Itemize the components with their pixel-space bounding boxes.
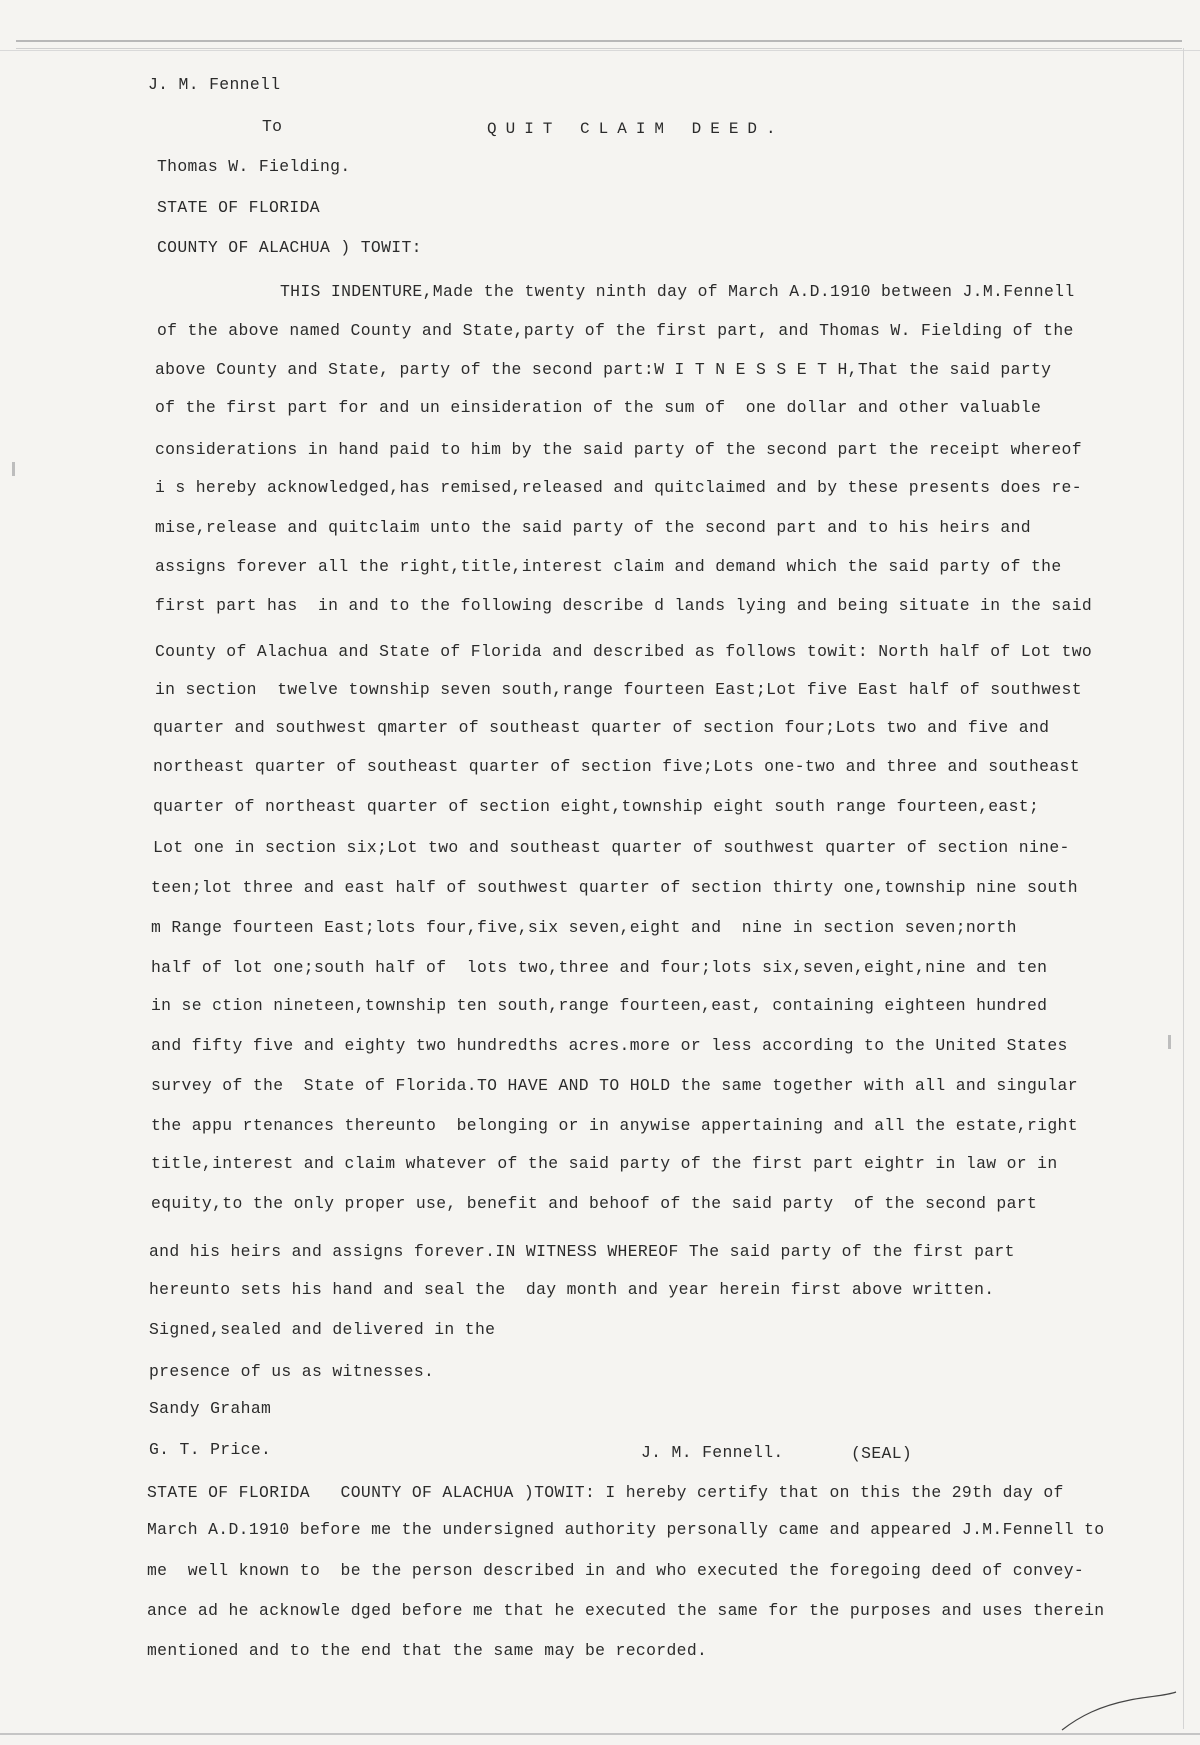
to-label: To [262, 117, 283, 136]
deed-title: QUIT CLAIM DEED. [487, 120, 785, 138]
attestation-line-1: Signed,sealed and delivered in the [149, 1320, 496, 1339]
acknowledgment-line: me well known to be the person described in and who executed the foregoing deed of convey- [147, 1561, 1085, 1580]
acknowledgment-line: March A.D.1910 before me the undersigned authority personally came and appeared J.M.Fennell to [147, 1520, 1105, 1539]
witness-1-name: Sandy Graham [149, 1399, 272, 1418]
attestation-line-2: presence of us as witnesses. [149, 1362, 435, 1381]
margin-mark [12, 462, 15, 476]
signer-name: J. M. Fennell. [641, 1443, 784, 1462]
body-line: first part has in and to the following describe d lands lying and being situate in the said [155, 596, 1093, 615]
body-line: Lot one in section six;Lot two and southeast quarter of southwest quarter of section nine- [153, 838, 1070, 857]
margin-mark [1168, 1035, 1171, 1049]
seal-label: (SEAL) [851, 1444, 913, 1463]
body-line: quarter of northeast quarter of section eight,township eight south range fourteen,east; [153, 797, 1040, 816]
body-line: quarter and southwest qmarter of southeast quarter of section four;Lots two and five and [153, 718, 1050, 737]
bottom-edge-line [0, 1733, 1200, 1735]
top-edge-faint-line [0, 50, 1200, 51]
body-line: survey of the State of Florida.TO HAVE AND TO HOLD the same together with all and singular [151, 1076, 1078, 1095]
body-line: of the first part for and un einsideration of the sum of one dollar and other valuable [155, 398, 1042, 417]
body-line: considerations in hand paid to him by the said party of the second part the receipt whereof [155, 440, 1082, 459]
body-line: County of Alachua and State of Florida and described as follows towit: North half of Lot two [155, 642, 1093, 661]
body-line: title,interest and claim whatever of the said party of the first part eightr in law or in [151, 1154, 1058, 1173]
top-edge-line [16, 40, 1182, 49]
body-line: THIS INDENTURE,Made the twenty ninth day of March A.D.1910 between J.M.Fennell [280, 282, 1075, 301]
body-line: of the above named County and State,party of the first part, and Thomas W. Fielding of the [157, 321, 1074, 340]
body-line: and his heirs and assigns forever.IN WITNESS WHEREOF The said party of the first part [149, 1242, 1015, 1261]
body-line: in se ction nineteen,township ten south,range fourteen,east, containing eighteen hundred [151, 996, 1048, 1015]
acknowledgment-line: mentioned and to the end that the same may be recorded. [147, 1641, 708, 1660]
body-line: the appu rtenances thereunto belonging or in anywise appertaining and all the estate,right [151, 1116, 1078, 1135]
body-line: teen;lot three and east half of southwest quarter of section thirty one,township nine south [151, 878, 1078, 897]
corner-pencil-mark [1060, 1676, 1180, 1732]
body-line: half of lot one;south half of lots two,three and four;lots six,seven,eight,nine and ten [151, 958, 1048, 977]
body-line: hereunto sets his hand and seal the day month and year herein first above written. [149, 1280, 995, 1299]
acknowledgment-line: STATE OF FLORIDA COUNTY OF ALACHUA )TOWIT: I hereby certify that on this the 29th day of [147, 1483, 1064, 1502]
body-line: i s hereby acknowledged,has remised,released and quitclaimed and by these presents does re- [155, 478, 1082, 497]
county-heading: COUNTY OF ALACHUA ) TOWIT: [157, 238, 422, 257]
body-line: assigns forever all the right,title,interest claim and demand which the said party of the [155, 557, 1062, 576]
grantee-name: Thomas W. Fielding. [157, 157, 351, 176]
body-line: m Range fourteen East;lots four,five,six seven,eight and nine in section seven;north [151, 918, 1017, 937]
witness-2-name: G. T. Price. [149, 1440, 272, 1459]
body-line: above County and State, party of the second part:W I T N E S S E T H,That the said party [155, 360, 1052, 379]
body-line: mise,release and quitclaim unto the said party of the second part and to his heirs and [155, 518, 1031, 537]
body-line: and fifty five and eighty two hundredths acres.more or less according to the United States [151, 1036, 1068, 1055]
grantor-name: J. M. Fennell [148, 75, 281, 94]
state-heading: STATE OF FLORIDA [157, 198, 320, 217]
body-line: equity,to the only proper use, benefit and behoof of the said party of the second part [151, 1194, 1038, 1213]
body-line: northeast quarter of southeast quarter of section five;Lots one-two and three and southeast [153, 757, 1080, 776]
right-edge-line [1183, 48, 1184, 1729]
body-line: in section twelve township seven south,range fourteen East;Lot five East half of southwest [155, 680, 1082, 699]
acknowledgment-line: ance ad he acknowle dged before me that he executed the same for the purposes and uses therein [147, 1601, 1105, 1620]
